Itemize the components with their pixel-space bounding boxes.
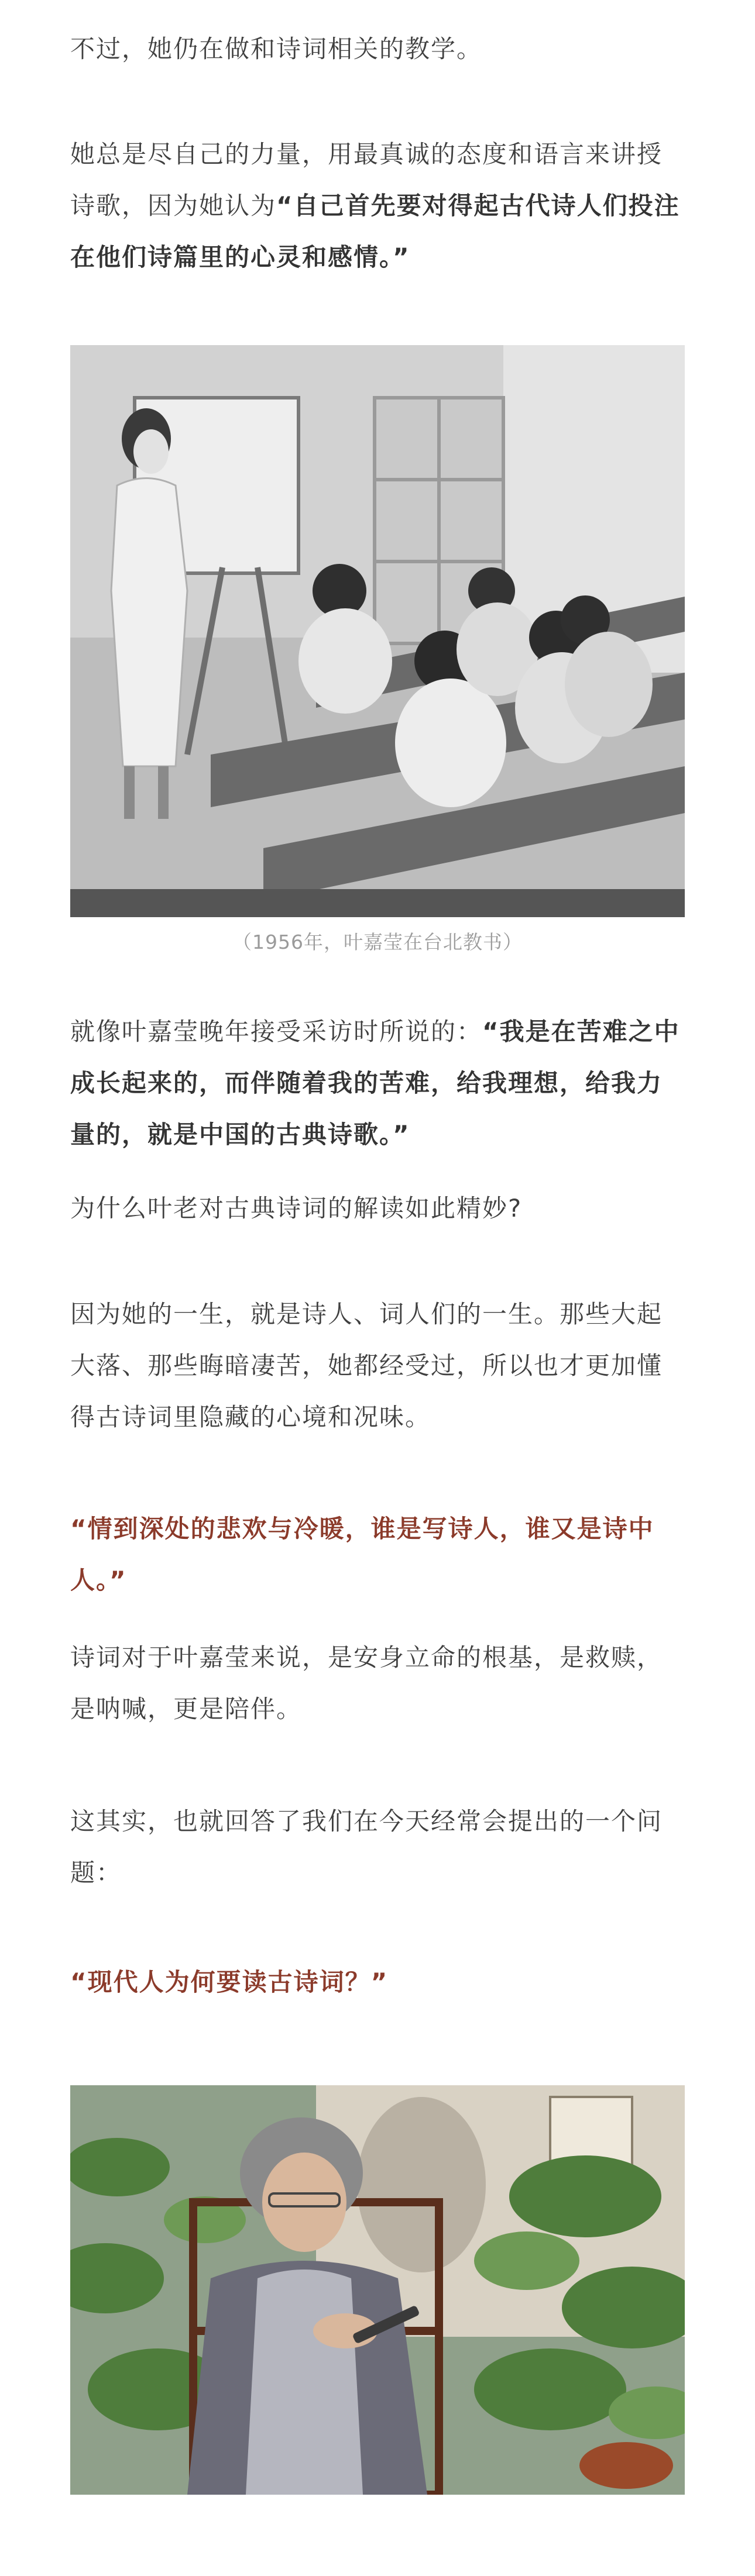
photo-classroom-1956 [70,345,685,917]
paragraph-life: 因为她的一生，就是诗人、词人们的一生。那些大起大落、那些晦暗凄苦，她都经受过，所以也才更加懂得古诗词里隐藏的心境和况味。 [70,1300,663,1431]
paragraph-meaning: 诗词对于叶嘉莹来说，是安身立命的根基，是救赎，是呐喊，更是陪伴。 [70,1643,663,1723]
paragraph-why-read: “现代人为何要读古诗词？” [70,1968,389,1996]
photo-portrait-garden [70,2085,685,2495]
paragraph-interview-quote: “我是在苦难之中成长起来的，而伴随着我的苦难，给我理想，给我力量的，就是中国的古典诗歌。” [70,1017,680,1149]
paragraph-answer: 这其实，也就回答了我们在今天经常会提出的一个问题： [70,1807,663,1887]
paragraph-question: 为什么叶老对古典诗词的解读如此精妙? [70,1194,523,1222]
paragraph-teaching: 不过，她仍在做和诗词相关的教学。 [70,35,483,63]
paragraph-belief-lead: 她总是尽自己的力量，用最真诚的态度和语言来讲授诗歌，因为她认为 [70,140,663,220]
photo-caption: （1956年，叶嘉莹在台北教书） [232,931,523,953]
paragraph-belief-quote: “自己首先要对得起古代诗人们投注在他们诗篇里的心灵和感情。” [70,191,680,271]
paragraph-interview [70,1006,685,1160]
paragraph-emotion-quote: “情到深处的悲欢与冷暖，谁是写诗人，谁又是诗中人。” [70,1514,654,1594]
paragraph-belief [70,129,685,283]
paragraph-interview-lead: 就像叶嘉莹晚年接受采访时所说的： [70,1017,483,1046]
